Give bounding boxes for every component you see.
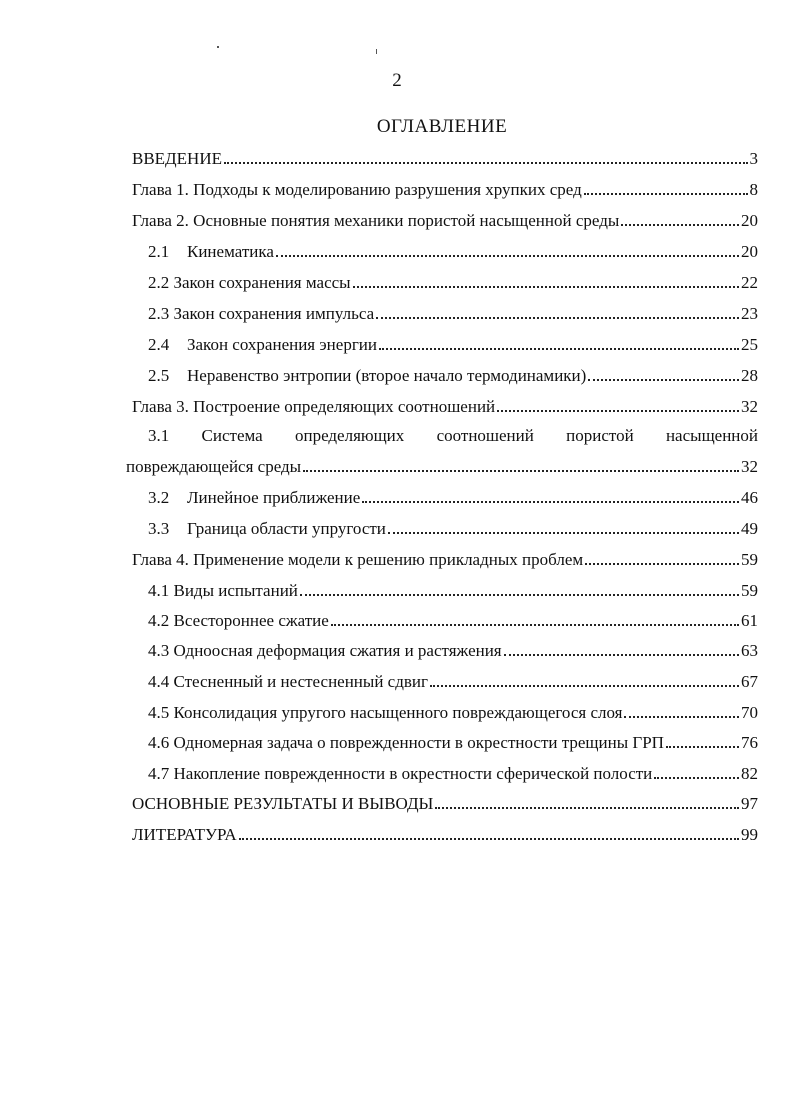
leader-dots bbox=[353, 272, 739, 288]
leader-dots bbox=[624, 702, 739, 718]
leader-dots bbox=[588, 365, 739, 381]
toc-entry-page: 59 bbox=[741, 581, 758, 600]
toc-entry-label: повреждающейся среды bbox=[126, 457, 302, 476]
toc-entry-label: Закон сохранения энергии bbox=[187, 335, 377, 354]
toc-entry-4-4[interactable] bbox=[148, 671, 758, 692]
toc-entry-4-5[interactable] bbox=[148, 702, 758, 723]
toc-entry-label: Глава 1. Подходы к моделированию разрушения хрупких сред bbox=[132, 180, 582, 199]
toc-entry-2-4[interactable] bbox=[148, 334, 758, 355]
leader-dots bbox=[621, 210, 739, 226]
toc-entry-2-1[interactable] bbox=[148, 241, 758, 262]
toc-entry-page: 20 bbox=[741, 242, 758, 261]
toc-entry-page: 82 bbox=[741, 764, 758, 783]
toc-entry-number: 3.2 bbox=[148, 488, 170, 507]
toc-entry-3-1-first-line[interactable] bbox=[148, 426, 758, 446]
toc-entry-4-2[interactable] bbox=[148, 610, 758, 631]
toc-entry-label: Кинематика bbox=[187, 242, 274, 261]
toc-entry-4-6[interactable] bbox=[148, 732, 758, 753]
toc-word: соотношений bbox=[436, 426, 534, 445]
toc-entry-label: ВВЕДЕНИЕ bbox=[132, 149, 222, 168]
toc-entry-page: 22 bbox=[741, 273, 758, 292]
leader-dots bbox=[239, 824, 739, 840]
toc-word: насыщенной bbox=[665, 426, 758, 445]
toc-entry-page: 32 bbox=[741, 457, 758, 476]
toc-entry-page: 61 bbox=[741, 611, 758, 630]
toc-entry-page: 28 bbox=[741, 366, 758, 385]
toc-entry-page: 76 bbox=[741, 733, 758, 752]
toc-entry-number: 2.4 bbox=[148, 335, 170, 354]
toc-entry-4-7[interactable] bbox=[148, 763, 758, 784]
toc-entry-page: 49 bbox=[741, 519, 758, 538]
leader-dots bbox=[504, 640, 739, 656]
toc-entry-label: 4.2 Всестороннее сжатие bbox=[148, 611, 329, 630]
leader-dots bbox=[303, 456, 739, 472]
toc-entry-3-3[interactable] bbox=[148, 518, 758, 539]
toc-entry-page: 32 bbox=[741, 397, 758, 416]
toc-word: Система bbox=[201, 426, 263, 445]
toc-entry-chapter-4[interactable] bbox=[132, 549, 758, 570]
leader-dots bbox=[276, 241, 739, 257]
toc-entry-results[interactable] bbox=[132, 793, 758, 814]
toc-word: пористой bbox=[566, 426, 634, 445]
toc-entry-3-2[interactable] bbox=[148, 487, 758, 508]
toc-entry-label: Линейное приближение bbox=[187, 488, 361, 507]
toc-word: определяющих bbox=[294, 426, 405, 445]
toc-entry-page: 97 bbox=[741, 794, 758, 813]
toc-entry-number: 3.3 bbox=[148, 519, 170, 538]
toc-entry-number: 2.5 bbox=[148, 366, 170, 385]
toc-entry-page: 99 bbox=[741, 825, 758, 844]
leader-dots bbox=[376, 303, 739, 319]
toc-entry-chapter-2[interactable] bbox=[132, 210, 758, 231]
toc-entry-chapter-1[interactable] bbox=[132, 179, 758, 200]
leader-dots bbox=[300, 580, 739, 596]
toc-entry-label: 2.2 Закон сохранения массы bbox=[148, 273, 351, 292]
toc-entry-2-5[interactable] bbox=[148, 365, 758, 386]
toc-entry-literature[interactable] bbox=[132, 824, 758, 845]
toc-entry-page: 63 bbox=[741, 641, 758, 660]
toc-entry-label: Глава 4. Применение модели к решению прикладных проблем bbox=[132, 550, 584, 569]
leader-dots bbox=[331, 610, 739, 626]
toc-entry-label: Неравенство энтропии (второе начало термодинамики) bbox=[187, 366, 587, 385]
toc-entry-label: ЛИТЕРАТУРА bbox=[132, 825, 237, 844]
leader-dots bbox=[497, 396, 739, 412]
toc-entry-label: 4.3 Одноосная деформация сжатия и растяжения bbox=[148, 641, 502, 660]
toc-entry-number: 2.1 bbox=[148, 242, 170, 261]
toc-entry-page: 59 bbox=[741, 550, 758, 569]
toc-entry-4-1[interactable] bbox=[148, 580, 758, 601]
toc-entry-2-3[interactable] bbox=[148, 303, 758, 324]
toc-entry-label: 4.7 Накопление поврежденности в окрестности сферической полости bbox=[148, 764, 653, 783]
toc-entry-label: 4.1 Виды испытаний bbox=[148, 581, 298, 600]
toc-entry-page: 70 bbox=[741, 703, 758, 722]
toc-entry-label: Глава 3. Построение определяющих соотношений bbox=[132, 397, 496, 416]
leader-dots bbox=[435, 793, 739, 809]
leader-dots bbox=[362, 487, 739, 503]
toc-entry-label: ОСНОВНЫЕ РЕЗУЛЬТАТЫ И ВЫВОДЫ bbox=[132, 794, 434, 813]
toc-entry-label: Глава 2. Основные понятия механики пористой насыщенной среды bbox=[132, 211, 620, 230]
leader-dots bbox=[430, 671, 739, 687]
toc-entry-label: 4.5 Консолидация упругого насыщенного повреждающегося слоя bbox=[148, 703, 623, 722]
page-number: 2 bbox=[392, 70, 402, 91]
leader-dots bbox=[584, 179, 748, 195]
toc-entry-page: 3 bbox=[749, 149, 758, 168]
toc-entry-page: 67 bbox=[741, 672, 758, 691]
leader-dots bbox=[224, 148, 748, 164]
toc-entry-introduction[interactable] bbox=[132, 148, 758, 169]
toc-entry-label: 4.6 Одномерная задача о поврежденности в окрестности трещины ГРП bbox=[148, 733, 664, 752]
leader-dots bbox=[388, 518, 739, 534]
toc-entry-page: 20 bbox=[741, 211, 758, 230]
toc-entry-page: 46 bbox=[741, 488, 758, 507]
leader-dots bbox=[666, 732, 739, 748]
toc-title: ОГЛАВЛЕНИЕ bbox=[376, 116, 508, 137]
toc-entry-page: 23 bbox=[741, 304, 758, 323]
toc-word: 3.1 bbox=[148, 426, 170, 445]
leader-dots bbox=[585, 549, 739, 565]
toc-entry-2-2[interactable] bbox=[148, 272, 758, 293]
toc-entry-label: 4.4 Стесненный и нестесненный сдвиг bbox=[148, 672, 428, 691]
leader-dots bbox=[654, 763, 739, 779]
leader-dots bbox=[379, 334, 739, 350]
toc-entry-label: 2.3 Закон сохранения импульса bbox=[148, 304, 375, 323]
toc-entry-3-1-continuation[interactable] bbox=[126, 456, 758, 477]
toc-entry-page: 8 bbox=[749, 180, 758, 199]
toc-entry-4-3[interactable] bbox=[148, 640, 758, 661]
toc-entry-label: Граница области упругости bbox=[187, 519, 386, 538]
toc-entry-page: 25 bbox=[741, 335, 758, 354]
toc-entry-chapter-3[interactable] bbox=[132, 396, 758, 417]
